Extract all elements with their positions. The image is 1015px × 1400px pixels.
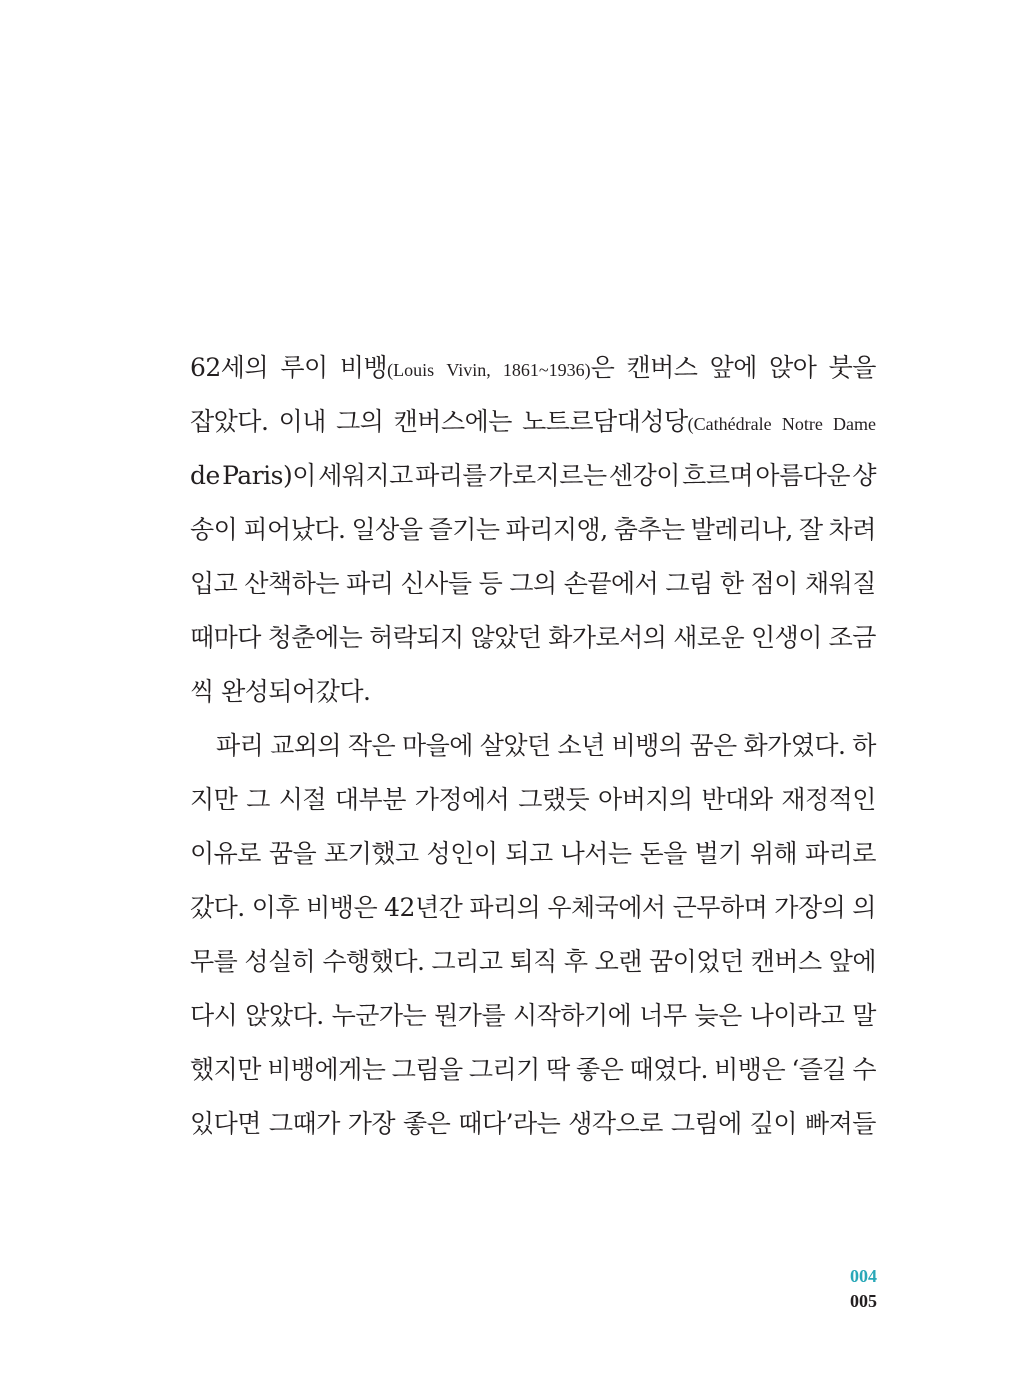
word: 흐르며 [682,461,754,490]
word: 인생이 [750,623,822,652]
word: 샹 [852,461,876,490]
text-line [190,503,876,557]
word: 살았던 [479,731,551,760]
word: 완성되어갔다. [221,677,371,706]
word: 화가였다. [743,731,846,760]
word: 파리를 [415,461,487,490]
word: 아버지의 [598,785,693,814]
word: 이유로 [190,839,261,868]
word: 가장의 [774,893,846,922]
word: 그때가 [268,1109,340,1138]
word: 조금 [828,623,876,652]
word: 센강이 [608,461,680,490]
word: 포기했고 [324,839,419,868]
word: 송이 [190,515,238,544]
word: 꿈을 [268,839,317,868]
word: 즐기는 [428,515,500,544]
text-line [190,341,876,395]
word: 않았던 [470,623,542,652]
word: 그리기 [468,1055,540,1084]
word: 등 [478,569,503,598]
word: Vivin, [446,360,491,380]
word: 세워지고 [318,461,413,490]
word: 돈을 [639,839,687,868]
word: 그 [246,785,270,814]
word: 너무 [639,1001,687,1030]
text-line [190,827,876,881]
word: 루이 [280,353,328,382]
word: 오랜 [594,947,642,976]
word: 가장 [347,1109,396,1138]
word: 이후 [251,893,300,922]
text-line [190,881,876,935]
word: 붓을 [828,353,876,382]
word: 캔버스 [626,353,698,382]
word: 성실히 [244,947,316,976]
word: 파리의 [469,893,541,922]
word: 생각으로 [568,1109,663,1138]
text-line [190,395,876,449]
word: 파리지앵, [505,515,608,544]
word: 후 [563,947,588,976]
word: 누군가는 [331,1001,427,1030]
word: 신사들 [400,569,472,598]
text-line [190,665,876,719]
word: 비뱅의 [611,731,683,760]
word: 그림을 [391,1055,463,1084]
word: 그림 [665,569,713,598]
word: 잡았다. [190,407,269,436]
word: 파리 [216,731,264,760]
text-line [190,989,876,1043]
word: 지만 [190,785,238,814]
word: 무를 [190,947,238,976]
word: 캔버스에는 [393,407,512,436]
word: 발레리나, [690,515,793,544]
word: 위해 [749,839,798,868]
word: 꿈이었던 [649,947,744,976]
word: 깊이 [749,1109,798,1138]
word: 의 [852,893,876,922]
word: 다시 [190,1001,238,1030]
text-line [190,611,876,665]
word: 화가로서의 [548,623,667,652]
word: 캔버스 [750,947,822,976]
word: 점이 [750,569,798,598]
word: 1861~1936)은 [502,353,615,382]
word: 갔다. [190,893,245,922]
word: 근무하며 [672,893,768,922]
text-line [190,1043,876,1097]
word: 가로지르는 [488,461,607,490]
word: 했지만 [190,1055,261,1084]
word: 뭔가를 [434,1001,506,1030]
word: 아름다운 [755,461,851,490]
word: 새로운 [673,623,745,652]
word: 그의 [336,407,384,436]
word: ‘즐길 [791,1055,847,1084]
word: 앉아 [769,353,817,382]
page-number-right: 005 [850,1291,877,1311]
word: 수 [852,1055,876,1084]
word: 때였다. [629,1055,708,1084]
word: 파리 [346,569,394,598]
word: 손끝에서 [563,569,659,598]
word: 피어났다. [243,515,346,544]
word: 때다’라는 [458,1109,561,1138]
word: 좋은 [575,1055,624,1084]
word: 빠져들 [804,1109,876,1138]
word: 채워질 [804,569,876,598]
text-line [190,773,876,827]
word: 앞에 [709,353,757,382]
word: 하 [852,731,876,760]
text-line [190,557,876,611]
word: 우체국에서 [547,893,666,922]
word: 노트르담대성당(Cathédrale [522,407,772,436]
word: 성인이 [426,839,498,868]
word: 산책하는 [244,569,340,598]
word: 딱 [546,1055,570,1084]
word: 앞에 [828,947,876,976]
word: 일상을 [351,515,423,544]
word: 입고 [190,569,238,598]
word: 차려 [828,515,876,544]
word: 그랬듯 [518,785,590,814]
word: 반대와 [701,785,773,814]
text-line [190,719,876,773]
word: 비뱅은 [714,1055,786,1084]
word: 있다면 [190,1109,261,1138]
word: 교외의 [270,731,342,760]
word: 춤추는 [613,515,685,544]
word: 비뱅에게는 [267,1055,386,1084]
word: 꿈은 [689,731,737,760]
word: 청춘에는 [267,623,363,652]
word: 대부분 [334,785,406,814]
word: 나이라고 [749,1001,845,1030]
word: 그의 [509,569,557,598]
word: 나서는 [560,839,632,868]
word: 파리로 [805,839,876,868]
word: 그리고 [431,947,503,976]
text-line [190,1097,876,1151]
word: 말 [852,1001,876,1030]
word: Dame [833,414,876,434]
word: 재정적인 [781,785,876,814]
word: 시절 [278,785,327,814]
text-line [190,449,876,503]
word: 그림에 [670,1109,742,1138]
word: 되고 [505,839,553,868]
word: 이내 [278,407,326,436]
word: de [190,461,220,490]
word: 42년간 [384,893,463,922]
word: 때마다 [190,623,261,652]
page-numbers [850,1264,877,1314]
body-text [190,341,876,1151]
word: Notre [781,414,823,434]
page-number-left: 004 [850,1266,877,1286]
word: 벌기 [694,839,742,868]
word: Paris)이 [222,461,316,490]
word: 수행했다. [322,947,425,976]
word: 비뱅(Louis [339,353,435,382]
word: 소년 [557,731,605,760]
word: 씩 [190,677,214,706]
word: 마을에 [401,731,473,760]
word: 62세의 [190,353,269,382]
word: 한 [719,569,744,598]
word: 비뱅은 [306,893,378,922]
word: 시작하기에 [513,1001,632,1030]
word: 허락되지 [369,623,464,652]
word: 좋은 [403,1109,451,1138]
word: 잘 [798,515,823,544]
word: 늦은 [694,1001,742,1030]
word: 퇴직 [509,947,557,976]
text-line [190,935,876,989]
word: 가정에서 [414,785,510,814]
word: 앉았다. [245,1001,324,1030]
word: 작은 [347,731,396,760]
